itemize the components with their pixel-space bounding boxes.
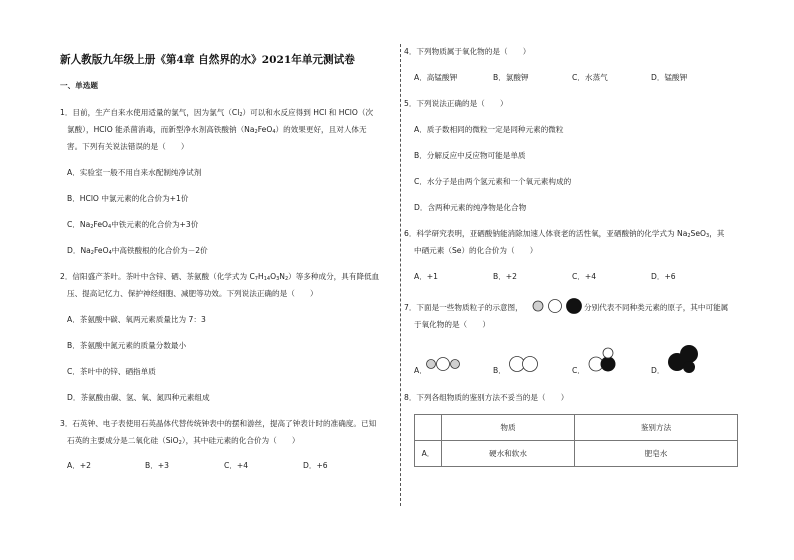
q7-line1b: 分别代表不同种类元素的原子，其中可能属 [584,303,729,312]
q7-option-c: C． [572,366,585,375]
molecule-b-icon [505,352,541,374]
q4-option-a: A．高锰酸钾 [414,73,458,82]
table-row [415,415,738,441]
q1-option-b: B．HClO 中氯元素的化合价为+1价 [67,194,189,203]
q3-line2: 石英的主要成分是二氧化硅（SiO$_2$），其中硅元素的化合价为（ ） [67,436,300,446]
q6-option-b: B．+2 [493,272,517,281]
section-heading: 一、单选题 [60,81,98,90]
table-row [415,441,738,467]
column-divider [400,44,401,506]
q1-option-d: D．$Na_2FeO_4$中高铁酸根的化合价为－2价 [67,246,208,256]
q5-question: 5．下列说法正确的是（ ） [404,99,508,108]
q5-option-b: B．分解反应中反应物可能是单质 [414,151,526,160]
q7-option-a: A． [414,366,427,375]
table-cell [415,415,442,441]
q6-option-d: D．+6 [651,272,676,281]
q7-line1a: 7．下面是一些物质粒子的示意图， [404,303,523,312]
molecule-c-icon [584,346,624,376]
q3-option-a: A．+2 [67,461,91,470]
q8-table [414,414,738,467]
table-header-method: 鉴别方法 [575,415,738,441]
q6-line2: 中硒元素（Se）的化合价为（ ） [414,246,538,255]
q7-option-d: D． [651,366,665,375]
q3-option-b: B．+3 [145,461,169,470]
page-title: 新人教版九年级上册《第4章 自然界的水》2021年单元测试卷 [60,54,355,66]
q8-question: 8．下列各组物质的鉴别方法不妥当的是（ ） [404,393,569,402]
q6-option-c: C．+4 [572,272,597,281]
q5-option-c: C．水分子是由两个氢元素和一个氧元素构成的 [414,177,572,186]
q2-option-b: B．茶氨酸中氮元素的质量分数最小 [67,341,187,350]
atom-legend-icon [530,296,584,316]
q2-line2: 压、提高记忆力、保护神经细胞、减肥等功效。下列说法正确的是（ ） [67,289,318,298]
q1-line1: 1．目前，生产自来水使用适量的氯气，因为氯气$(Cl_2)$可以和水反应得到 HCl 和 HClO（次 [60,108,374,118]
q1-line2: 氯酸），HClO 能杀菌消毒，而新型净水剂高铁酸钠$(Na_2FeO_4)$的效果更好，且对人体无 [67,125,367,135]
q5-option-a: A．质子数相同的微粒一定是同种元素的微粒 [414,125,564,134]
q2-line1: 2．信阳盛产茶叶。茶叶中含锌、硒、茶氨酸（化学式为 $C_7H_{14}O_3N_2$）等多种成分，具有降低血 [60,272,380,282]
molecule-a-icon [425,352,461,374]
q3-option-c: C．+4 [224,461,249,470]
table-cell-substance: 硬水和软水 [442,441,575,467]
q3-option-d: D．+6 [303,461,328,470]
q6-option-a: A．+1 [414,272,438,281]
q5-option-d: D．含两种元素的纯净物是化合物 [414,203,527,212]
table-cell-method: 肥皂水 [575,441,738,467]
q1-option-c: C．$Na_2FeO_4$中铁元素的化合价为+3价 [67,220,199,230]
q3-line1: 3．石英钟、电子表使用石英晶体代替传统钟表中的摆和游丝，提高了钟表计时的准确度。已知 [60,419,377,428]
q2-option-a: A．茶氨酸中碳、氧两元素质量比为 7：3 [67,315,206,324]
q7-option-b: B． [493,366,506,375]
q4-option-d: D．锰酸钾 [651,73,688,82]
q4-option-c: C．水蒸气 [572,73,608,82]
table-cell-label: A． [415,441,442,467]
table-header-substance: 物质 [442,415,575,441]
q2-option-c: C．茶叶中的锌、硒指单质 [67,367,156,376]
q4-question: 4．下列物质属于氧化物的是（ ） [404,47,531,56]
molecule-d-icon [663,342,703,376]
q1-option-a: A．实验室一般不用自来水配制纯净试剂 [67,168,202,177]
q4-option-b: B．氯酸钾 [493,73,529,82]
q2-option-d: D．茶氨酸由碳、氢、氧、氮四种元素组成 [67,393,210,402]
q1-line3: 害。下列有关说法错误的是（ ） [67,142,189,151]
q7-line2: 于氧化物的是（ ） [414,320,490,329]
q6-line1: 6．科学研究表明，亚硒酸钠能消除加速人体衰老的活性氧，亚硒酸钠的化学式为 $Na_2SeO_3$，其 [404,229,725,239]
